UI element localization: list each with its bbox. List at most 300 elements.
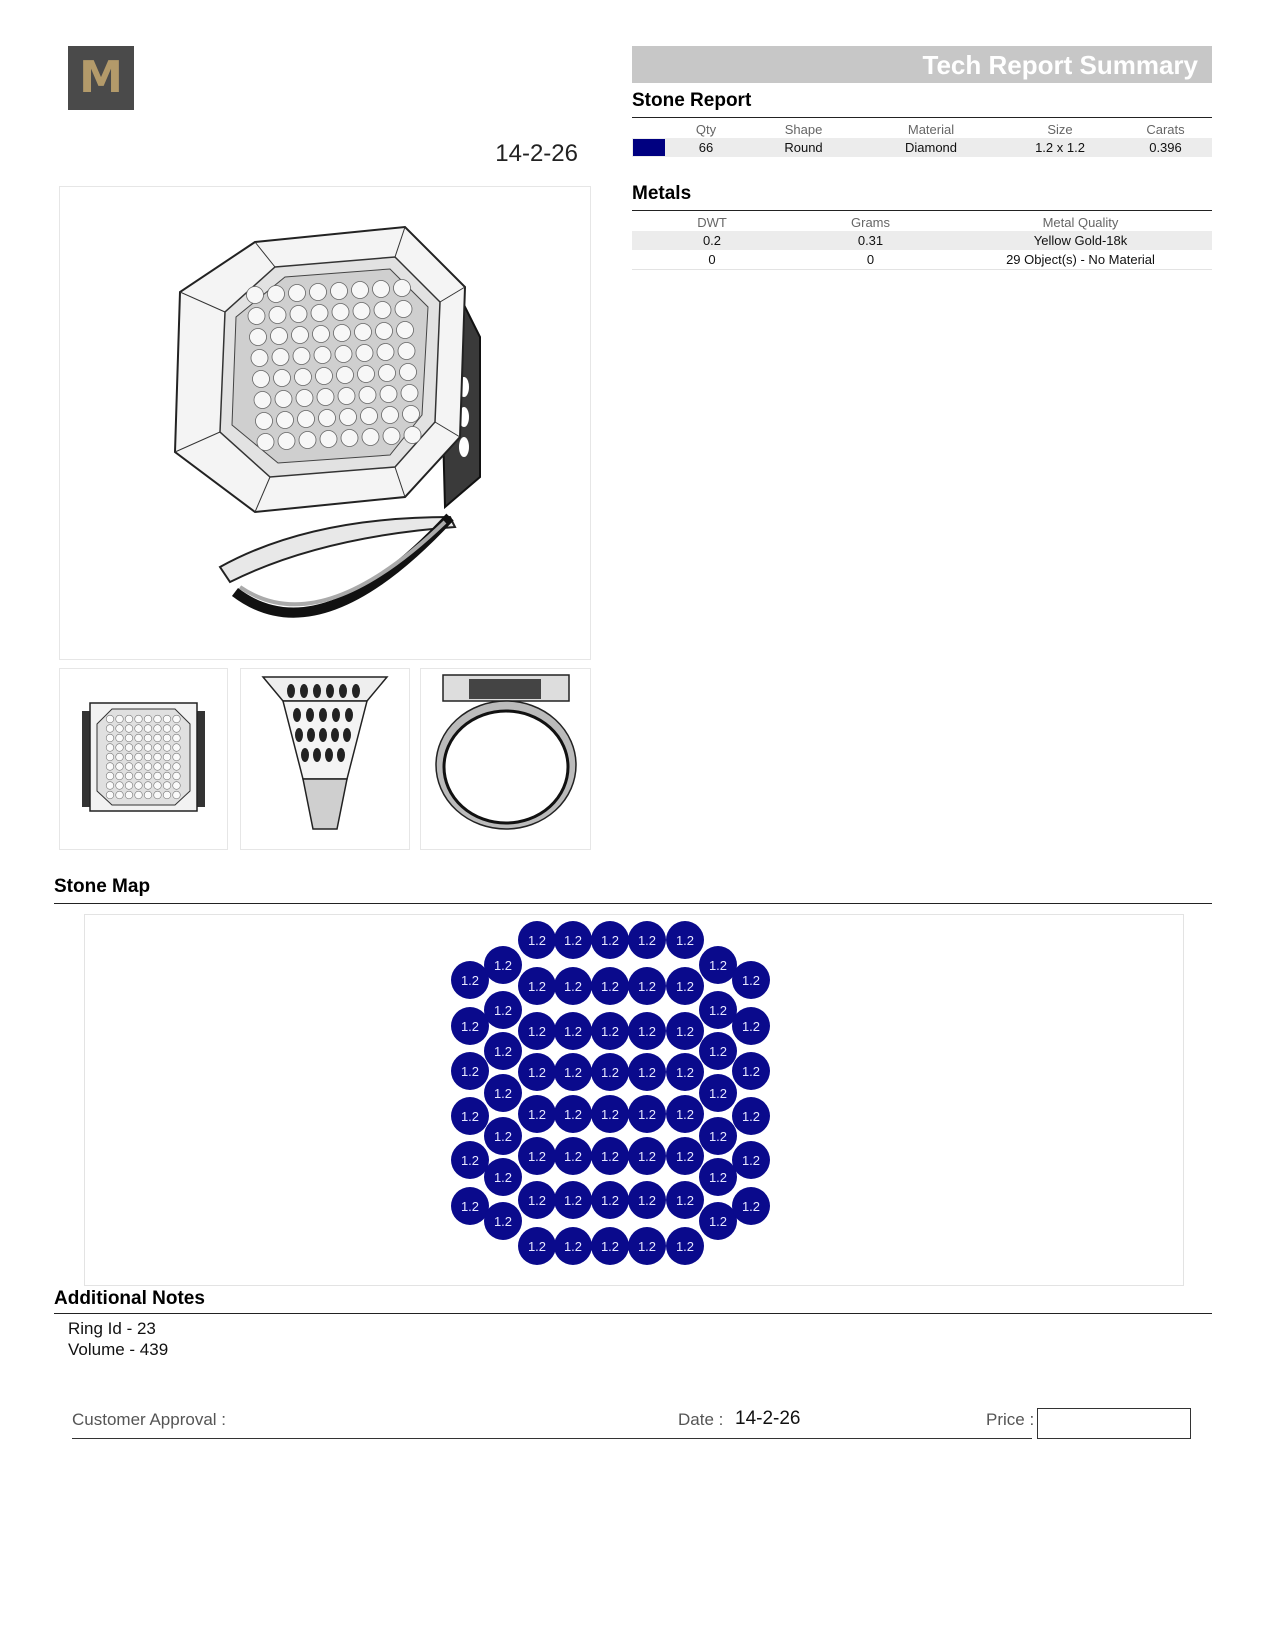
stone-marker xyxy=(554,921,592,959)
gallery-hole xyxy=(287,684,295,698)
pave-stone xyxy=(311,305,328,322)
approval-date-label: Date : xyxy=(678,1410,724,1429)
price-field[interactable] xyxy=(1037,1408,1191,1439)
top-view-stone xyxy=(125,782,133,790)
metals-header-row xyxy=(632,213,1212,231)
stone-size-label: 1.2 xyxy=(637,933,657,948)
ring-top-view-image xyxy=(59,668,228,850)
top-view-stone xyxy=(106,791,114,799)
stone-marker xyxy=(732,1007,770,1045)
stone-size-label: 1.2 xyxy=(741,1019,761,1034)
stone-report-header-row xyxy=(632,120,1212,138)
stone-size-label: 1.2 xyxy=(741,1199,761,1214)
stone-marker xyxy=(518,1181,556,1219)
top-view-stone xyxy=(106,782,114,790)
stone-size-label: 1.2 xyxy=(563,1024,583,1039)
metals-heading: Metals xyxy=(632,183,692,204)
approval-signature-line xyxy=(72,1438,1032,1439)
metal-dwt: 0.2 xyxy=(632,231,792,250)
top-view-stone xyxy=(144,715,152,723)
additional-notes-heading: Additional Notes xyxy=(54,1288,205,1309)
top-view-stone xyxy=(154,744,162,752)
pave-stone xyxy=(293,348,310,365)
pave-stone xyxy=(269,307,286,324)
stone-size-label: 1.2 xyxy=(527,1024,547,1039)
gallery-hole xyxy=(313,748,321,762)
stone-map-diagram xyxy=(85,915,1183,1285)
stone-size-label: 1.2 xyxy=(600,1024,620,1039)
stone-report-heading: Stone Report xyxy=(632,90,752,111)
stone-map-panel xyxy=(84,914,1184,1286)
swatch-column-header xyxy=(632,120,666,138)
stone-marker xyxy=(451,961,489,999)
stone-marker xyxy=(699,1158,737,1196)
pave-stone xyxy=(335,346,352,363)
column-header-size: Size xyxy=(1047,121,1073,137)
stone-size-label: 1.2 xyxy=(675,979,695,994)
pave-stone xyxy=(254,392,271,409)
top-view-stone xyxy=(106,725,114,733)
top-view-stone xyxy=(154,782,162,790)
stone-size-label: 1.2 xyxy=(637,1193,657,1208)
stone-size-label: 1.2 xyxy=(637,1239,657,1254)
pave-stone xyxy=(247,287,264,304)
stone-size-label: 1.2 xyxy=(708,1003,728,1018)
stone-marker xyxy=(699,1032,737,1070)
stone-marker xyxy=(484,946,522,984)
metal-quality: 29 Object(s) - No Material xyxy=(949,250,1212,270)
gallery-hole xyxy=(339,684,347,698)
top-view-stone xyxy=(106,734,114,742)
stone-size-label: 1.2 xyxy=(527,1107,547,1122)
gallery-hole xyxy=(307,728,315,742)
stone-size-label: 1.2 xyxy=(675,1024,695,1039)
pave-stone xyxy=(290,306,307,323)
stone-marker xyxy=(699,991,737,1029)
top-view-stone xyxy=(163,763,171,771)
pave-stone xyxy=(398,343,415,360)
top-view-stone xyxy=(173,772,181,780)
stone-marker xyxy=(591,1181,629,1219)
pave-stone xyxy=(377,344,394,361)
pave-stone xyxy=(278,433,295,450)
stone-size-label: 1.2 xyxy=(600,1239,620,1254)
top-view-stone xyxy=(135,715,143,723)
top-view-stone xyxy=(173,715,181,723)
pave-stone xyxy=(253,371,270,388)
top-view-stone xyxy=(163,791,171,799)
pave-stone xyxy=(394,280,411,297)
additional-notes-body xyxy=(68,1318,168,1360)
pave-stone xyxy=(298,411,315,428)
stone-size-label: 1.2 xyxy=(563,1065,583,1080)
pave-stone xyxy=(316,368,333,385)
stone-marker xyxy=(518,1012,556,1050)
pave-stone xyxy=(256,413,273,430)
pave-stone xyxy=(337,367,354,384)
pave-stone xyxy=(274,370,291,387)
stone-marker xyxy=(732,1097,770,1135)
pave-stone xyxy=(395,301,412,318)
top-view-stone xyxy=(106,715,114,723)
gallery-hole xyxy=(345,708,353,722)
pave-stone xyxy=(382,407,399,424)
pave-stone xyxy=(250,329,267,346)
pave-stone xyxy=(332,304,349,321)
top-view-stone xyxy=(125,763,133,771)
pave-stone xyxy=(400,364,417,381)
stone-color-swatch xyxy=(633,139,665,156)
pave-stone xyxy=(251,350,268,367)
stone-marker xyxy=(484,1158,522,1196)
top-view-stone xyxy=(163,782,171,790)
stone-size-label: 1.2 xyxy=(675,1193,695,1208)
stone-size-label: 1.2 xyxy=(493,1003,513,1018)
stone-marker xyxy=(666,1012,704,1050)
stone-size-label: 1.2 xyxy=(493,958,513,973)
stone-size-label: 1.2 xyxy=(563,1193,583,1208)
top-view-stone xyxy=(135,725,143,733)
top-view-stone xyxy=(135,753,143,761)
pave-stone xyxy=(275,391,292,408)
top-view-stone xyxy=(135,734,143,742)
metal-grams: 0 xyxy=(792,250,949,270)
stone-size-label: 1.2 xyxy=(637,1149,657,1164)
stone-marker xyxy=(484,1202,522,1240)
stone-marker xyxy=(666,1227,704,1265)
stone-marker xyxy=(554,1137,592,1175)
pave-stone xyxy=(404,427,421,444)
stone-marker xyxy=(451,1141,489,1179)
top-view-stone xyxy=(135,772,143,780)
top-view-stone xyxy=(135,782,143,790)
stone-report-table xyxy=(632,120,1212,157)
pave-stone xyxy=(374,302,391,319)
stone-marker xyxy=(628,1095,666,1133)
top-view-stone xyxy=(125,715,133,723)
top-view-stone xyxy=(173,725,181,733)
stone-marker xyxy=(628,1227,666,1265)
top-view-stone xyxy=(173,734,181,742)
company-logo xyxy=(68,46,134,110)
gallery-hole xyxy=(326,684,334,698)
top-view-stone xyxy=(125,753,133,761)
stone-size-label: 1.2 xyxy=(637,1107,657,1122)
table-row xyxy=(632,250,1212,270)
stone-size: 1.2 x 1.2 xyxy=(1001,138,1119,157)
gallery-hole xyxy=(331,728,339,742)
pave-stone xyxy=(331,283,348,300)
top-view-stone xyxy=(144,791,152,799)
top-view-stone xyxy=(125,734,133,742)
column-header-dwt: DWT xyxy=(697,214,727,230)
column-header-carats: Carats xyxy=(1146,121,1185,137)
top-view-stone xyxy=(135,763,143,771)
metals-rule xyxy=(632,210,1212,211)
gallery-hole xyxy=(295,728,303,742)
top-view-stone xyxy=(144,772,152,780)
stone-size-label: 1.2 xyxy=(563,1239,583,1254)
stone-marker xyxy=(591,921,629,959)
stone-marker xyxy=(628,1181,666,1219)
stone-report-rule xyxy=(632,117,1212,118)
stone-marker xyxy=(554,1227,592,1265)
ring-front-view-image xyxy=(420,668,591,850)
stone-marker xyxy=(666,1181,704,1219)
metal-dwt: 0 xyxy=(632,250,792,270)
stone-marker xyxy=(591,1137,629,1175)
stone-size-label: 1.2 xyxy=(563,1149,583,1164)
stone-marker xyxy=(451,1007,489,1045)
pave-stone xyxy=(361,408,378,425)
stone-size-label: 1.2 xyxy=(675,1239,695,1254)
stone-marker xyxy=(518,1053,556,1091)
pave-stone xyxy=(313,326,330,343)
stone-marker xyxy=(628,967,666,1005)
stone-marker xyxy=(518,1137,556,1175)
stone-marker xyxy=(518,921,556,959)
stone-size-label: 1.2 xyxy=(741,1064,761,1079)
pave-stone xyxy=(355,324,372,341)
ring-top-view-illustration xyxy=(60,669,227,849)
top-view-stone xyxy=(154,763,162,771)
top-view-stone xyxy=(154,791,162,799)
stone-material: Diamond xyxy=(861,138,1001,157)
stone-marker xyxy=(666,967,704,1005)
report-title-bar xyxy=(632,46,1212,83)
stone-marker xyxy=(484,1032,522,1070)
pave-stone xyxy=(272,349,289,366)
stone-size-label: 1.2 xyxy=(675,933,695,948)
pave-stone xyxy=(317,389,334,406)
top-view-stone xyxy=(144,782,152,790)
pave-stone xyxy=(403,406,420,423)
gallery-hole xyxy=(301,748,309,762)
stone-size-label: 1.2 xyxy=(493,1086,513,1101)
top-view-stone xyxy=(163,734,171,742)
stone-size-label: 1.2 xyxy=(460,1199,480,1214)
metals-table xyxy=(632,213,1212,270)
pave-stone xyxy=(334,325,351,342)
stone-size-label: 1.2 xyxy=(460,973,480,988)
gallery-hole xyxy=(306,708,314,722)
stone-marker xyxy=(518,1095,556,1133)
ring-main-view-image xyxy=(59,186,591,660)
top-view-stone xyxy=(173,744,181,752)
top-view-stone xyxy=(163,744,171,752)
top-view-stone xyxy=(144,725,152,733)
pave-stone xyxy=(296,390,313,407)
stone-size-label: 1.2 xyxy=(563,979,583,994)
gallery-hole xyxy=(343,728,351,742)
top-view-stone xyxy=(173,782,181,790)
stone-marker xyxy=(554,1012,592,1050)
stone-size-label: 1.2 xyxy=(600,1107,620,1122)
pave-stone xyxy=(373,281,390,298)
pave-stone xyxy=(397,322,414,339)
pave-stone xyxy=(341,430,358,447)
stone-marker xyxy=(591,967,629,1005)
stone-marker xyxy=(628,1137,666,1175)
stone-size-label: 1.2 xyxy=(460,1019,480,1034)
top-view-stone xyxy=(154,715,162,723)
ring-side-view-illustration xyxy=(241,669,409,849)
top-view-stone xyxy=(125,744,133,752)
top-view-stone xyxy=(116,753,124,761)
stone-map-rule xyxy=(54,903,1212,904)
stone-size-label: 1.2 xyxy=(527,1149,547,1164)
stone-marker xyxy=(591,1095,629,1133)
gallery-hole xyxy=(319,708,327,722)
stone-marker xyxy=(518,1227,556,1265)
report-title: Tech Report Summary xyxy=(922,50,1198,80)
pave-stone xyxy=(359,387,376,404)
stone-shape: Round xyxy=(746,138,861,157)
top-view-stone xyxy=(173,763,181,771)
pave-stone xyxy=(358,366,375,383)
top-view-stone xyxy=(163,725,171,733)
top-view-stone xyxy=(173,791,181,799)
top-view-stone xyxy=(106,753,114,761)
document-date: 14-2-26 xyxy=(495,140,578,167)
top-view-stone xyxy=(125,791,133,799)
stone-size-label: 1.2 xyxy=(460,1109,480,1124)
top-view-stone xyxy=(154,772,162,780)
stone-marker xyxy=(591,1012,629,1050)
pave-stone xyxy=(353,303,370,320)
stone-marker xyxy=(451,1187,489,1225)
stone-size-label: 1.2 xyxy=(708,958,728,973)
stone-marker xyxy=(666,1095,704,1133)
price-label: Price : xyxy=(986,1410,1035,1429)
stone-size-label: 1.2 xyxy=(600,1193,620,1208)
pave-stone xyxy=(268,286,285,303)
stone-size-label: 1.2 xyxy=(675,1149,695,1164)
ring-side-view-image xyxy=(240,668,410,850)
stone-marker xyxy=(732,961,770,999)
stone-carats: 0.396 xyxy=(1119,138,1212,157)
top-view-stone xyxy=(125,772,133,780)
metal-quality: Yellow Gold-18k xyxy=(949,231,1212,250)
stone-size-label: 1.2 xyxy=(493,1170,513,1185)
column-header-shape: Shape xyxy=(784,121,823,137)
top-view-stone xyxy=(116,715,124,723)
stone-marker xyxy=(628,1053,666,1091)
stone-size-label: 1.2 xyxy=(493,1129,513,1144)
column-header-grams: Grams xyxy=(851,214,890,230)
stone-marker xyxy=(554,1095,592,1133)
gallery-hole xyxy=(313,684,321,698)
table-row xyxy=(632,231,1212,250)
stone-marker xyxy=(554,1053,592,1091)
stone-size-label: 1.2 xyxy=(708,1214,728,1229)
stone-marker xyxy=(699,1117,737,1155)
stone-size-label: 1.2 xyxy=(741,1153,761,1168)
top-view-stone xyxy=(144,763,152,771)
pave-stone xyxy=(401,385,418,402)
stone-marker xyxy=(666,1137,704,1175)
stone-marker xyxy=(518,967,556,1005)
stone-marker xyxy=(699,1074,737,1112)
stone-marker xyxy=(591,1053,629,1091)
top-view-stone xyxy=(106,772,114,780)
gallery-hole xyxy=(300,684,308,698)
stone-marker xyxy=(732,1052,770,1090)
ring-perspective-illustration xyxy=(60,187,590,659)
stone-marker xyxy=(484,1074,522,1112)
pave-stone xyxy=(340,409,357,426)
pave-stone xyxy=(295,369,312,386)
stone-marker xyxy=(699,946,737,984)
pave-stone xyxy=(257,434,274,451)
stone-marker xyxy=(699,1202,737,1240)
column-header-material: Material xyxy=(907,121,955,137)
pave-stone xyxy=(292,327,309,344)
stone-size-label: 1.2 xyxy=(527,979,547,994)
top-view-stone xyxy=(125,725,133,733)
pave-stone xyxy=(379,365,396,382)
stone-size-label: 1.2 xyxy=(637,1024,657,1039)
pave-stone xyxy=(277,412,294,429)
top-view-stone xyxy=(163,772,171,780)
top-view-stone xyxy=(173,753,181,761)
approval-date-value: 14-2-26 xyxy=(735,1408,801,1429)
stone-color-cell xyxy=(632,138,666,157)
stone-marker xyxy=(666,921,704,959)
gallery-hole xyxy=(352,684,360,698)
pave-stone xyxy=(320,431,337,448)
stone-qty: 66 xyxy=(666,138,746,157)
stone-size-label: 1.2 xyxy=(493,1044,513,1059)
stone-size-label: 1.2 xyxy=(708,1170,728,1185)
stone-marker xyxy=(451,1052,489,1090)
pave-stone xyxy=(376,323,393,340)
top-view-stone xyxy=(116,772,124,780)
pave-stone xyxy=(356,345,373,362)
customer-approval-label: Customer Approval : xyxy=(72,1410,227,1429)
stone-size-label: 1.2 xyxy=(563,1107,583,1122)
top-view-stone xyxy=(116,763,124,771)
top-view-stone xyxy=(116,744,124,752)
top-view-stone xyxy=(116,734,124,742)
pave-stone xyxy=(383,428,400,445)
note-volume: Volume - 439 xyxy=(68,1340,169,1359)
stone-size-label: 1.2 xyxy=(563,933,583,948)
top-view-stone xyxy=(135,791,143,799)
stone-marker xyxy=(451,1097,489,1135)
stone-size-label: 1.2 xyxy=(527,1239,547,1254)
metal-grams: 0.31 xyxy=(792,231,949,250)
stone-size-label: 1.2 xyxy=(708,1044,728,1059)
column-header-metal-quality: Metal Quality xyxy=(1042,214,1119,230)
stone-size-label: 1.2 xyxy=(675,1065,695,1080)
stone-size-label: 1.2 xyxy=(527,933,547,948)
stone-marker xyxy=(484,991,522,1029)
pave-stone xyxy=(338,388,355,405)
stone-size-label: 1.2 xyxy=(708,1129,728,1144)
stone-size-label: 1.2 xyxy=(741,1109,761,1124)
top-view-stone xyxy=(144,744,152,752)
stone-size-label: 1.2 xyxy=(600,1065,620,1080)
top-view-stone xyxy=(154,753,162,761)
top-view-stone xyxy=(154,734,162,742)
stone-size-label: 1.2 xyxy=(493,1214,513,1229)
top-view-stone xyxy=(144,753,152,761)
stone-size-label: 1.2 xyxy=(637,1065,657,1080)
stone-size-label: 1.2 xyxy=(741,973,761,988)
pave-stone xyxy=(380,386,397,403)
top-view-stone xyxy=(163,753,171,761)
